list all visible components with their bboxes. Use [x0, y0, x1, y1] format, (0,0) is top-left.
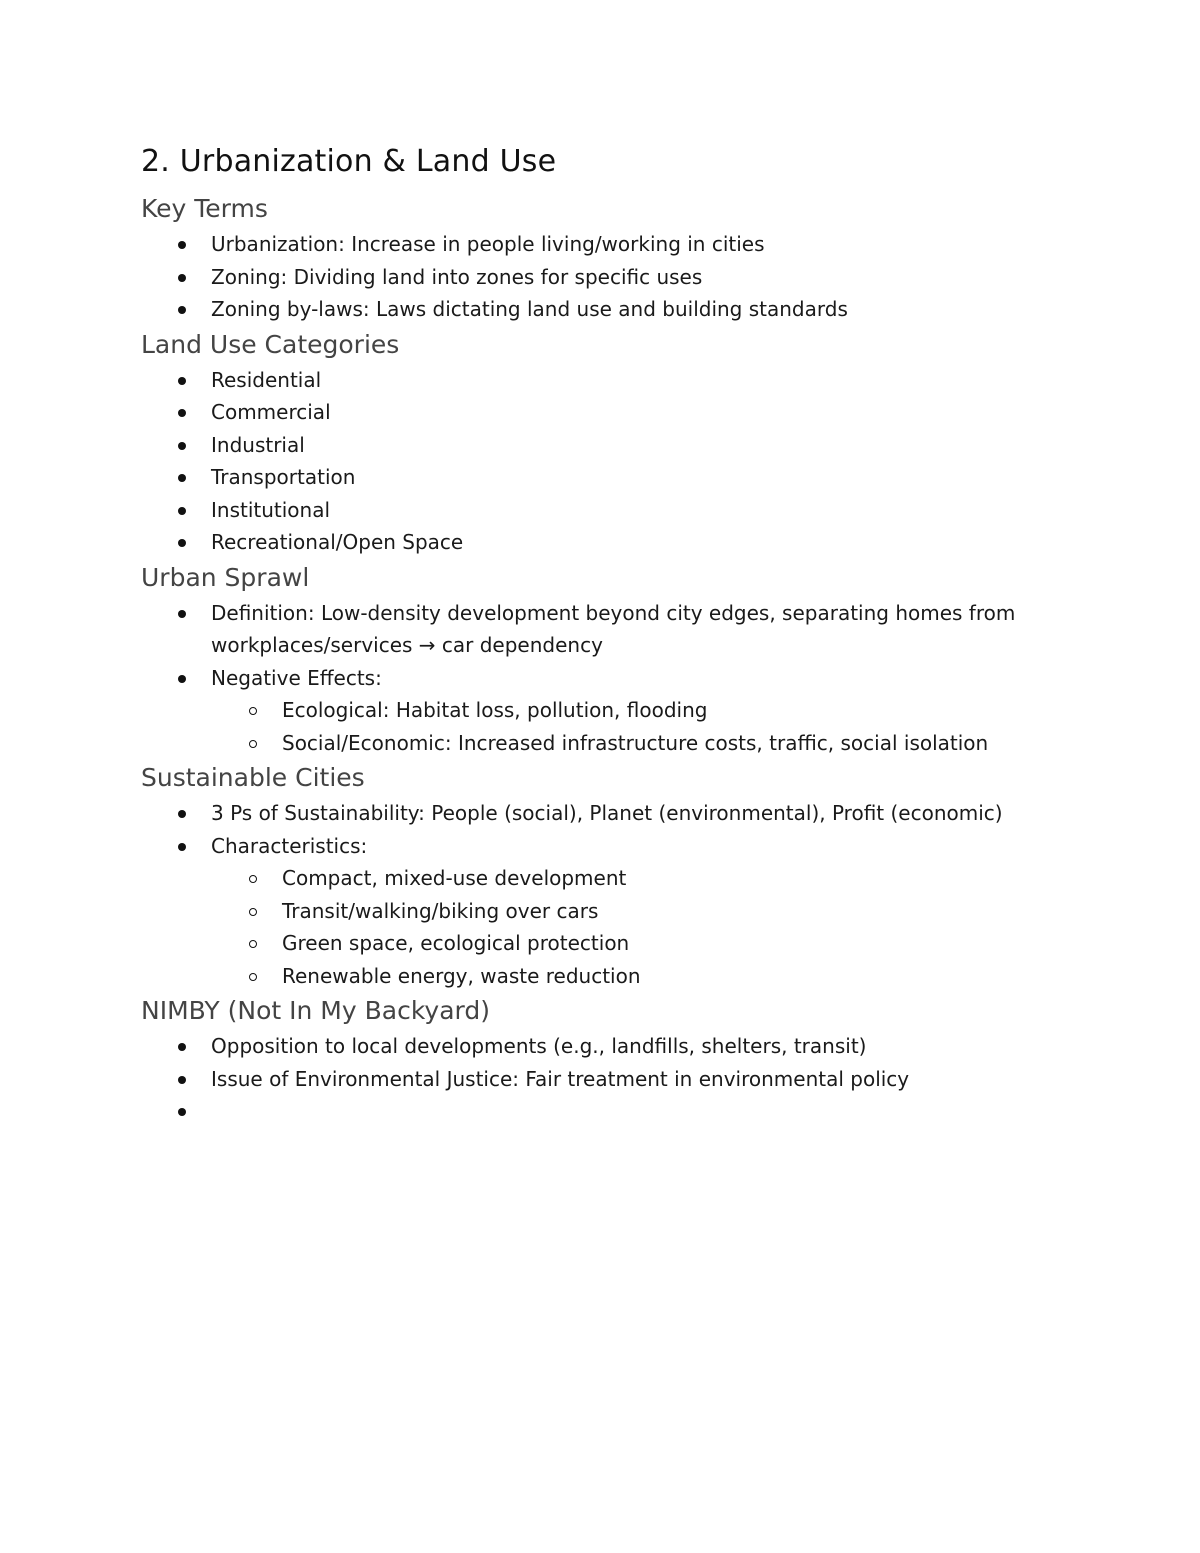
section-heading-land-use: Land Use Categories	[141, 329, 400, 359]
hollow-bullet-icon	[249, 740, 257, 748]
sublist-item: Transit/walking/biking over cars	[211, 895, 1091, 928]
section-heading-sustainable-cities: Sustainable Cities	[141, 763, 365, 792]
characteristics-sublist	[211, 862, 1091, 992]
list-item: Issue of Environmental Justice: Fair treatment in environmental policy	[141, 1063, 1091, 1096]
bullet-icon	[178, 539, 186, 547]
hollow-bullet-icon	[249, 973, 257, 981]
list-item: Urbanization: Increase in people living/working in cities	[141, 228, 1091, 261]
bullet-icon	[178, 377, 186, 385]
bullet-icon	[178, 1108, 186, 1116]
bullet-icon	[178, 1043, 186, 1051]
list-item: Definition: Low-density development beyond city edges, separating homes from workplaces/services → car dependency	[141, 597, 1091, 662]
list-item: Recreational/Open Space	[141, 526, 1091, 559]
list-item: Zoning: Dividing land into zones for specific uses	[141, 261, 1091, 294]
land-use-list	[141, 364, 1091, 559]
nimby-list	[141, 1030, 1091, 1128]
list-item: Industrial	[141, 429, 1091, 462]
hollow-bullet-icon	[249, 875, 257, 883]
list-item: Characteristics: Compact, mixed-use development Transit/walking/biking over cars Green space, ecological protection Renewable energy, waste reduction	[141, 830, 1091, 993]
list-item: Institutional	[141, 494, 1091, 527]
hollow-bullet-icon	[249, 908, 257, 916]
page-title: 2. Urbanization & Land Use	[141, 144, 557, 179]
bullet-icon	[178, 442, 186, 450]
document-page	[141, 140, 1091, 1128]
sublist-item: Ecological: Habitat loss, pollution, flooding	[211, 694, 1091, 727]
sublist-item: Social/Economic: Increased infrastructure costs, traffic, social isolation	[211, 727, 1091, 760]
list-item: Zoning by-laws: Laws dictating land use and building standards	[141, 293, 1091, 326]
bullet-icon	[178, 810, 186, 818]
bullet-icon	[178, 675, 186, 683]
hollow-bullet-icon	[249, 707, 257, 715]
list-item: Commercial	[141, 396, 1091, 429]
list-item: Transportation	[141, 461, 1091, 494]
list-item: Residential	[141, 364, 1091, 397]
bullet-icon	[178, 843, 186, 851]
bullet-icon	[178, 507, 186, 515]
section-heading-key-terms: Key Terms	[141, 194, 268, 223]
sustainable-cities-list	[141, 797, 1091, 992]
bullet-icon	[178, 474, 186, 482]
bullet-icon	[178, 274, 186, 282]
list-item: 3 Ps of Sustainability: People (social), Planet (environmental), Profit (economic)	[141, 797, 1091, 830]
urban-sprawl-list	[141, 597, 1091, 760]
bullet-icon	[178, 241, 186, 249]
key-terms-list	[141, 228, 1091, 326]
list-item: Negative Effects: Ecological: Habitat loss, pollution, flooding Social/Economic: Increased infrastructure costs, traffic, social isolation	[141, 662, 1091, 760]
sublist-item: Renewable energy, waste reduction	[211, 960, 1091, 993]
sublist-item: Green space, ecological protection	[211, 927, 1091, 960]
bullet-icon	[178, 610, 186, 618]
hollow-bullet-icon	[249, 940, 257, 948]
negative-effects-sublist	[211, 694, 1091, 759]
empty-list-item[interactable]	[141, 1095, 1091, 1128]
section-heading-nimby: NIMBY (Not In My Backyard)	[141, 996, 490, 1025]
list-item: Opposition to local developments (e.g., landfills, shelters, transit)	[141, 1030, 1091, 1063]
bullet-icon	[178, 306, 186, 314]
bullet-icon	[178, 1076, 186, 1084]
bullet-icon	[178, 409, 186, 417]
sublist-item: Compact, mixed-use development	[211, 862, 1091, 895]
section-heading-urban-sprawl: Urban Sprawl	[141, 562, 310, 592]
